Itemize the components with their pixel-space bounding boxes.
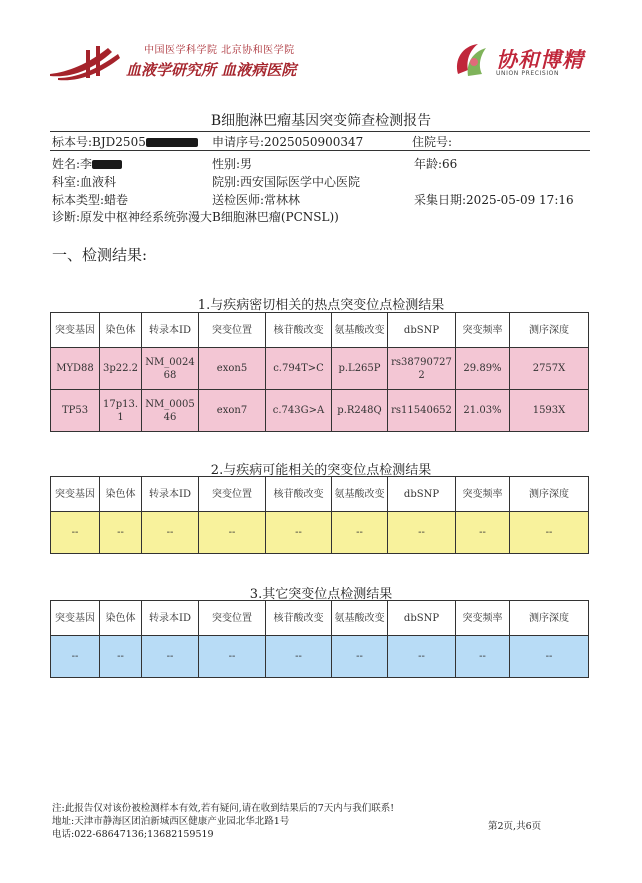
col-depth: 测序深度 (510, 313, 589, 348)
cell-dbsnp: rs387907272 (388, 348, 456, 390)
title-divider (50, 131, 590, 132)
cell-transcript: -- (142, 512, 199, 554)
cell-gene: TP53 (51, 390, 100, 432)
cell-position: -- (199, 512, 266, 554)
col-amino-acid: 氨基酸改变 (332, 601, 388, 636)
col-frequency: 突变频率 (456, 601, 510, 636)
institute-logo (48, 38, 318, 84)
institute-logo-mark-icon (48, 42, 126, 82)
patient-age: 年龄:66 (414, 157, 458, 171)
specimen-no-text: 标本号:BJD2505 (52, 135, 146, 149)
cell-depth: 2757X (510, 348, 589, 390)
col-depth: 测序深度 (510, 601, 589, 636)
union-precision-mark-icon (452, 40, 490, 80)
col-chromosome: 染色体 (100, 601, 142, 636)
col-dbsnp: dbSNP (388, 313, 456, 348)
col-gene: 突变基因 (51, 601, 100, 636)
department: 科室:血液科 (52, 175, 117, 189)
inpatient-no: 住院号: (412, 135, 453, 149)
union-precision-logo (452, 38, 592, 84)
section-heading: 一、检测结果: (52, 246, 148, 264)
col-nucleotide: 核苷酸改变 (266, 601, 332, 636)
patient-name-text: 姓名:李 (52, 157, 93, 171)
cell-gene: -- (51, 636, 100, 678)
col-nucleotide: 核苷酸改变 (266, 313, 332, 348)
table-row (51, 390, 589, 432)
cell-chromosome: 17p13.1 (100, 390, 142, 432)
cell-position: exon5 (199, 348, 266, 390)
cell-nucleotide: -- (266, 636, 332, 678)
col-frequency: 突变频率 (456, 477, 510, 512)
footer-phone: 电话:022-68647136;13682159519 (52, 829, 214, 840)
col-position: 突变位置 (199, 477, 266, 512)
specimen-type: 标本类型:蜡卷 (52, 193, 129, 207)
col-transcript: 转录本ID (142, 477, 199, 512)
cell-nucleotide: c.743G>A (266, 390, 332, 432)
table-header-row (51, 601, 589, 636)
cell-depth: -- (510, 512, 589, 554)
hospital: 院别:西安国际医学中心医院 (212, 175, 361, 189)
info-divider (50, 150, 590, 151)
col-frequency: 突变频率 (456, 313, 510, 348)
col-depth: 测序深度 (510, 477, 589, 512)
cell-frequency: 29.89% (456, 348, 510, 390)
col-gene: 突变基因 (51, 477, 100, 512)
cell-amino-acid: -- (332, 512, 388, 554)
col-gene: 突变基因 (51, 313, 100, 348)
application-no: 申请序号:2025050900347 (212, 135, 364, 149)
table-header-row (51, 313, 589, 348)
cell-gene: -- (51, 512, 100, 554)
cell-transcript: -- (142, 636, 199, 678)
col-position: 突变位置 (199, 313, 266, 348)
col-chromosome: 染色体 (100, 477, 142, 512)
table2-title: 2.与疾病可能相关的突变位点检测结果 (210, 463, 432, 478)
cell-position: exon7 (199, 390, 266, 432)
table3-title: 3.其它突变位点检测结果 (249, 587, 393, 602)
footer-address: 地址:天津市静海区团泊新城西区健康产业园北华北路1号 (52, 816, 290, 827)
col-dbsnp: dbSNP (388, 601, 456, 636)
col-amino-acid: 氨基酸改变 (332, 477, 388, 512)
cell-amino-acid: p.R248Q (332, 390, 388, 432)
col-transcript: 转录本ID (142, 601, 199, 636)
col-chromosome: 染色体 (100, 313, 142, 348)
col-transcript: 转录本ID (142, 313, 199, 348)
union-precision-subtitle: UNION PRECISION (496, 70, 560, 77)
possible-mutation-table (50, 476, 589, 554)
redaction-mask (92, 160, 122, 169)
cell-nucleotide: c.794T>C (266, 348, 332, 390)
diagnosis: 诊断:原发中枢神经系统弥漫大B细胞淋巴瘤(PCNSL)) (52, 210, 339, 224)
cell-chromosome: 3p22.2 (100, 348, 142, 390)
other-mutation-table (50, 600, 589, 678)
cell-gene: MYD88 (51, 348, 100, 390)
cell-frequency: -- (456, 512, 510, 554)
cell-dbsnp: -- (388, 636, 456, 678)
union-precision-brand: 协和博精 (496, 47, 584, 72)
table-header-row (51, 477, 589, 512)
institute-name-line1: 中国医学科学院 北京协和医学院 (144, 45, 295, 56)
col-amino-acid: 氨基酸改变 (332, 313, 388, 348)
specimen-no (52, 133, 198, 150)
collection-date: 采集日期:2025-05-09 17:16 (414, 193, 574, 207)
cell-amino-acid: p.L265P (332, 348, 388, 390)
cell-chromosome: -- (100, 512, 142, 554)
cell-depth: -- (510, 636, 589, 678)
table1-title: 1.与疾病密切相关的热点突变位点检测结果 (197, 298, 445, 313)
table-row (51, 512, 589, 554)
cell-chromosome: -- (100, 636, 142, 678)
cell-transcript: NM_002468 (142, 348, 199, 390)
cell-position: -- (199, 636, 266, 678)
patient-gender: 性别:男 (212, 157, 253, 171)
cell-frequency: 21.03% (456, 390, 510, 432)
institute-name-line2: 血液学研究所 血液病医院 (126, 61, 297, 79)
cell-frequency: -- (456, 636, 510, 678)
cell-depth: 1593X (510, 390, 589, 432)
page-number: 第2页,共6页 (488, 821, 542, 832)
hotspot-mutation-table (50, 312, 589, 432)
cell-dbsnp: rs11540652 (388, 390, 456, 432)
cell-amino-acid: -- (332, 636, 388, 678)
col-position: 突变位置 (199, 601, 266, 636)
redaction-mask (146, 138, 198, 147)
referring-doctor: 送检医师:常林林 (212, 193, 301, 207)
report-title: B细胞淋巴瘤基因突变筛查检测报告 (210, 113, 432, 129)
col-dbsnp: dbSNP (388, 477, 456, 512)
cell-nucleotide: -- (266, 512, 332, 554)
table-row (51, 348, 589, 390)
col-nucleotide: 核苷酸改变 (266, 477, 332, 512)
footer-note: 注:此报告仅对该份被检测样本有效,若有疑问,请在收到结果后的7天内与我们联系! (52, 803, 395, 814)
patient-name (52, 155, 122, 172)
cell-transcript: NM_000546 (142, 390, 199, 432)
table-row (51, 636, 589, 678)
cell-dbsnp: -- (388, 512, 456, 554)
